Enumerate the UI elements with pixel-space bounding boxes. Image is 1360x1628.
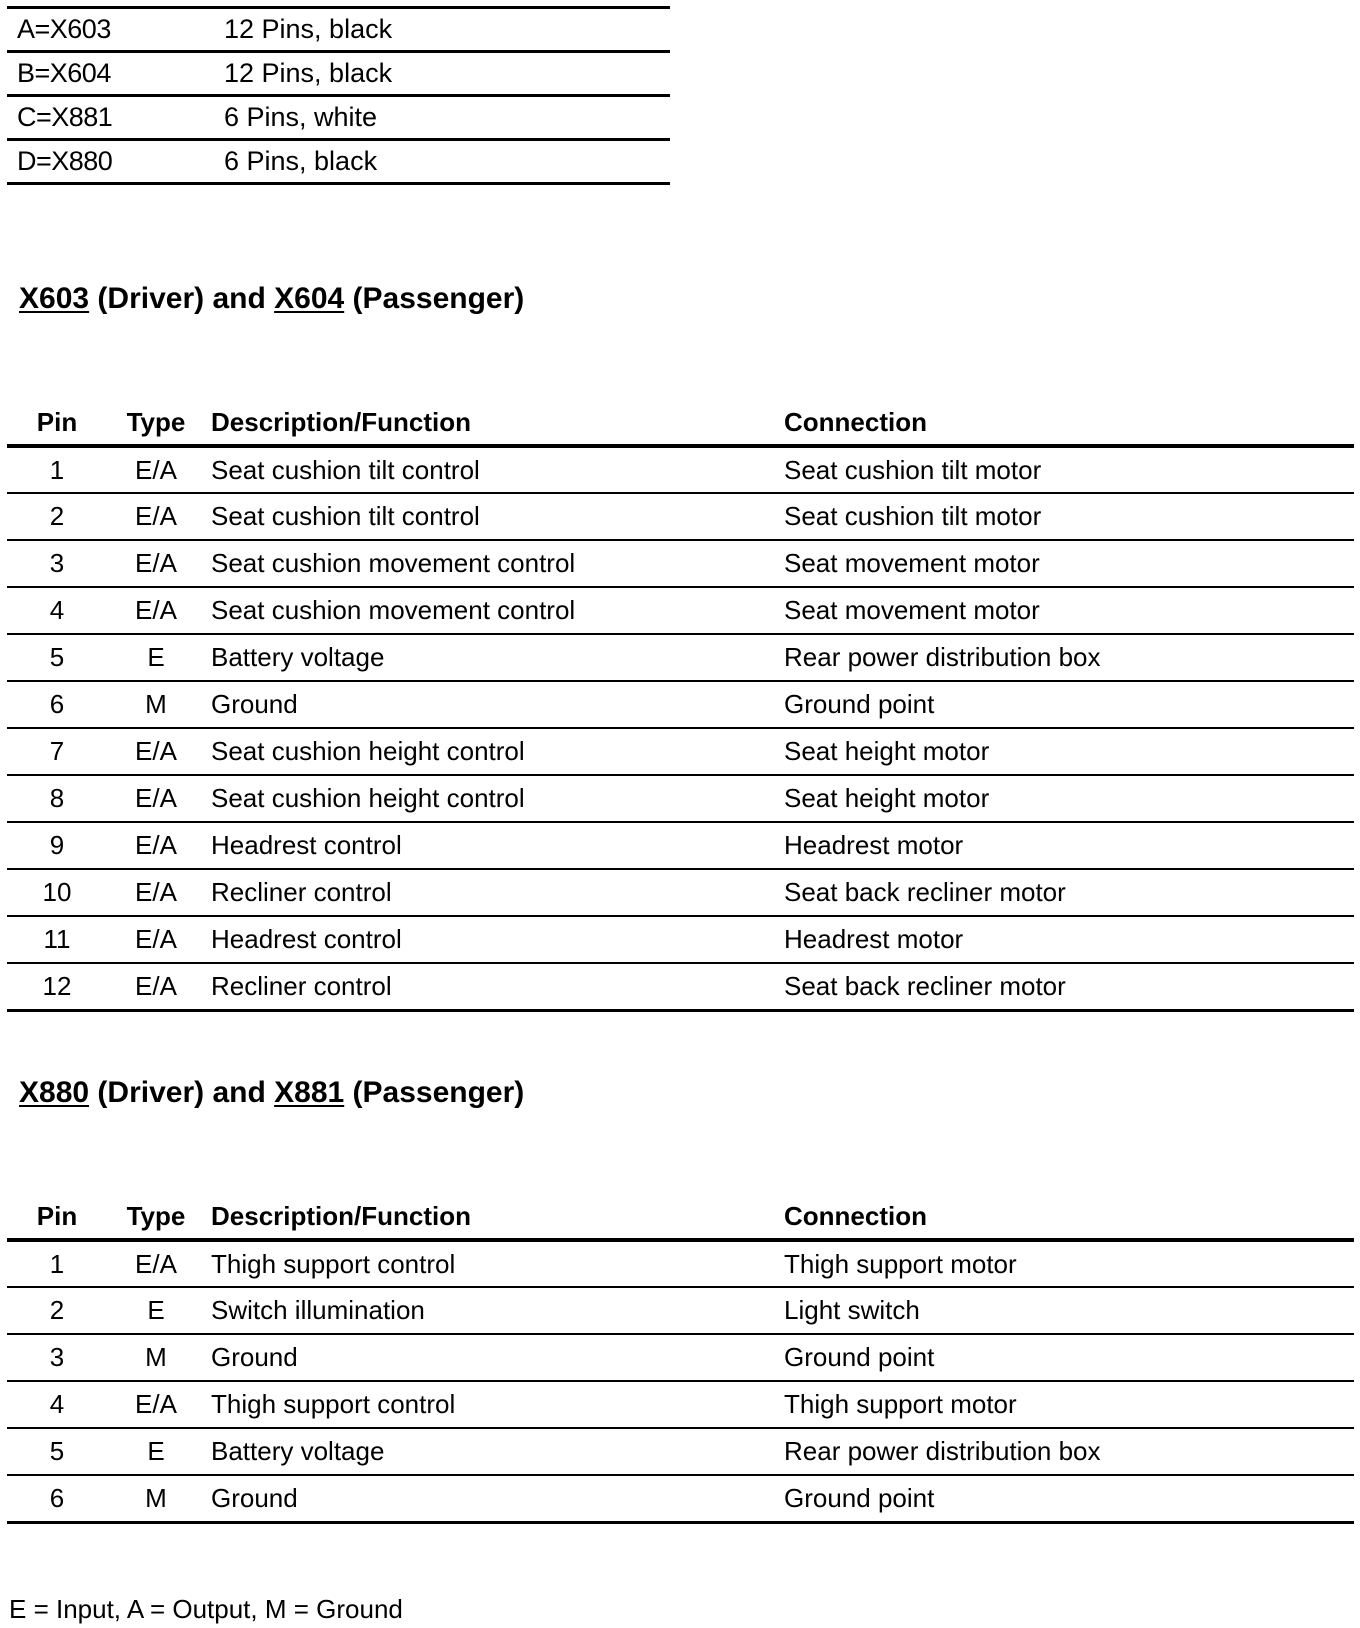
connection-cell: Seat movement motor [784, 587, 1354, 634]
connector-code-cell: C=X881 [7, 96, 224, 140]
pin-cell: 1 [7, 446, 107, 493]
description-cell: Recliner control [205, 869, 784, 916]
connector-summary-table [7, 6, 670, 185]
type-cell: E/A [107, 916, 205, 963]
description-cell: Headrest control [205, 916, 784, 963]
connection-cell: Seat height motor [784, 728, 1354, 775]
connector-code: X880 [19, 1076, 90, 1109]
description-cell: Ground [205, 681, 784, 728]
connection-cell: Seat cushion tilt motor [784, 446, 1354, 493]
table-row [7, 540, 1354, 587]
description-cell: Headrest control [205, 822, 784, 869]
table-row [7, 822, 1354, 869]
table-header-row [7, 400, 1354, 446]
description-cell: Seat cushion movement control [205, 540, 784, 587]
type-cell: E/A [107, 540, 205, 587]
table-row [7, 1381, 1354, 1428]
connection-cell: Ground point [784, 681, 1354, 728]
table-row [7, 728, 1354, 775]
description-cell: Battery voltage [205, 634, 784, 681]
connection-cell: Headrest motor [784, 916, 1354, 963]
pin-cell: 9 [7, 822, 107, 869]
table-row [7, 52, 670, 96]
description-cell: Thigh support control [205, 1240, 784, 1287]
description-cell: Switch illumination [205, 1287, 784, 1334]
column-header-pin: Pin [7, 1194, 107, 1240]
pin-cell: 3 [7, 540, 107, 587]
column-header-type: Type [107, 1194, 205, 1240]
pin-cell: 4 [7, 587, 107, 634]
description-cell: Seat cushion tilt control [205, 446, 784, 493]
pinout-table-x603-x604 [7, 400, 1354, 1012]
type-cell: E/A [107, 587, 205, 634]
connection-cell: Ground point [784, 1475, 1354, 1522]
pinout-table-x880-x881 [7, 1194, 1354, 1524]
pin-cell: 2 [7, 1287, 107, 1334]
type-cell: E [107, 1287, 205, 1334]
type-cell: E/A [107, 493, 205, 540]
connector-code: X881 [274, 1076, 345, 1109]
type-cell: E/A [107, 728, 205, 775]
table-row [7, 681, 1354, 728]
section-title-text: (Driver) and [89, 282, 275, 315]
description-cell: Battery voltage [205, 1428, 784, 1475]
column-header-description: Description/Function [205, 1194, 784, 1240]
section-title-x603-x604 [19, 284, 524, 314]
table-row [7, 493, 1354, 540]
column-header-connection: Connection [784, 400, 1354, 446]
type-cell: E/A [107, 775, 205, 822]
connection-cell: Ground point [784, 1334, 1354, 1381]
connection-cell: Light switch [784, 1287, 1354, 1334]
pin-cell: 10 [7, 869, 107, 916]
column-header-type: Type [107, 400, 205, 446]
table-row [7, 775, 1354, 822]
connector-spec-cell: 12 Pins, black [224, 52, 670, 96]
section-title-text: (Passenger) [344, 1076, 525, 1109]
connection-cell: Seat height motor [784, 775, 1354, 822]
description-cell: Seat cushion movement control [205, 587, 784, 634]
description-cell: Ground [205, 1475, 784, 1522]
table-row [7, 8, 670, 52]
pin-cell: 4 [7, 1381, 107, 1428]
pin-cell: 3 [7, 1334, 107, 1381]
pin-cell: 6 [7, 1475, 107, 1522]
table-row [7, 1475, 1354, 1522]
description-cell: Seat cushion tilt control [205, 493, 784, 540]
description-cell: Recliner control [205, 963, 784, 1010]
connector-spec-cell: 12 Pins, black [224, 8, 670, 52]
table-row [7, 963, 1354, 1010]
connection-cell: Seat cushion tilt motor [784, 493, 1354, 540]
type-cell: E/A [107, 869, 205, 916]
description-cell: Thigh support control [205, 1381, 784, 1428]
connection-cell: Seat back recliner motor [784, 963, 1354, 1010]
table-row [7, 869, 1354, 916]
connector-code-cell: B=X604 [7, 52, 224, 96]
description-cell: Ground [205, 1334, 784, 1381]
connection-cell: Seat movement motor [784, 540, 1354, 587]
connection-cell: Thigh support motor [784, 1240, 1354, 1287]
pin-cell: 2 [7, 493, 107, 540]
pin-cell: 7 [7, 728, 107, 775]
table-row [7, 587, 1354, 634]
section-title-x880-x881 [19, 1078, 524, 1108]
table-row [7, 1240, 1354, 1287]
type-cell: E/A [107, 822, 205, 869]
table-row [7, 96, 670, 140]
type-cell: E/A [107, 963, 205, 1010]
connection-cell: Seat back recliner motor [784, 869, 1354, 916]
connector-code-cell: A=X603 [7, 8, 224, 52]
type-cell: M [107, 1475, 205, 1522]
section-title-text: (Driver) and [89, 1076, 275, 1109]
pin-cell: 12 [7, 963, 107, 1010]
legend-footnote: E = Input, A = Output, M = Ground [9, 1594, 403, 1624]
column-header-connection: Connection [784, 1194, 1354, 1240]
connection-cell: Rear power distribution box [784, 1428, 1354, 1475]
pin-cell: 6 [7, 681, 107, 728]
connector-code-cell: D=X880 [7, 140, 224, 184]
connection-cell: Thigh support motor [784, 1381, 1354, 1428]
connector-spec-cell: 6 Pins, white [224, 96, 670, 140]
type-cell: M [107, 681, 205, 728]
description-cell: Seat cushion height control [205, 728, 784, 775]
connector-spec-cell: 6 Pins, black [224, 140, 670, 184]
table-row [7, 446, 1354, 493]
pin-cell: 5 [7, 634, 107, 681]
pin-cell: 1 [7, 1240, 107, 1287]
table-row [7, 1428, 1354, 1475]
type-cell: E/A [107, 446, 205, 493]
table-header-row [7, 1194, 1354, 1240]
type-cell: M [107, 1334, 205, 1381]
type-cell: E/A [107, 1381, 205, 1428]
description-cell: Seat cushion height control [205, 775, 784, 822]
type-cell: E/A [107, 1240, 205, 1287]
table-row [7, 140, 670, 184]
type-cell: E [107, 1428, 205, 1475]
table-row [7, 1334, 1354, 1381]
section-title-text: (Passenger) [344, 282, 525, 315]
connection-cell: Headrest motor [784, 822, 1354, 869]
column-header-description: Description/Function [205, 400, 784, 446]
column-header-pin: Pin [7, 400, 107, 446]
connector-code: X603 [19, 282, 90, 315]
connector-code: X604 [274, 282, 345, 315]
type-cell: E [107, 634, 205, 681]
table-row [7, 916, 1354, 963]
table-row [7, 634, 1354, 681]
connection-cell: Rear power distribution box [784, 634, 1354, 681]
pin-cell: 5 [7, 1428, 107, 1475]
pin-cell: 8 [7, 775, 107, 822]
table-row [7, 1287, 1354, 1334]
pin-cell: 11 [7, 916, 107, 963]
